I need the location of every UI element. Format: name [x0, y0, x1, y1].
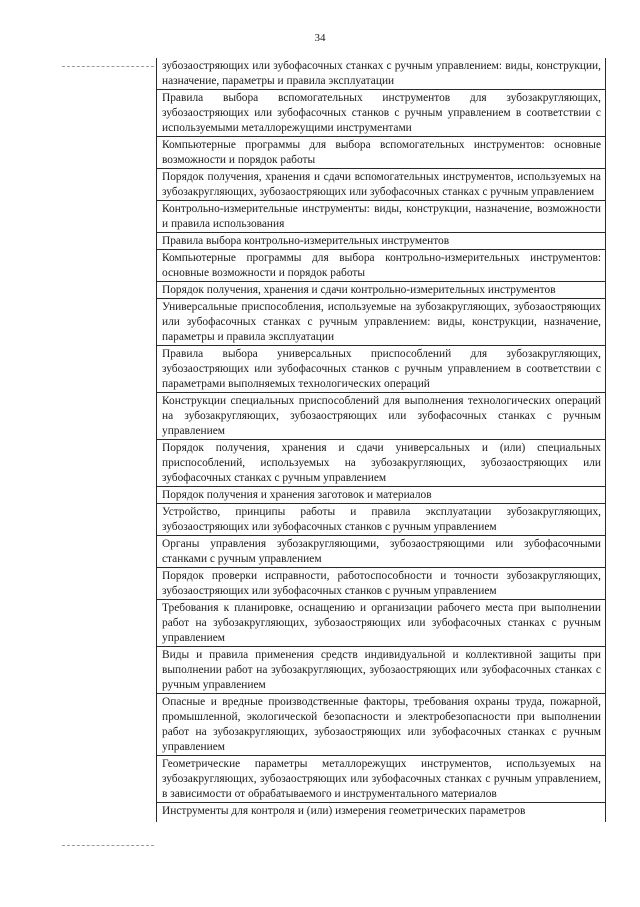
page-number: 34	[314, 32, 326, 44]
table-row: Компьютерные программы для выбора контрольно-измерительных инструментов: основные возможности и порядок работы	[157, 249, 605, 281]
requirements-table	[156, 58, 606, 822]
table-row: Геометрические параметры металлорежущих инструментов, используемых на зубозакругляющих, зубозаостряющих или зубофасочных станках с ручным управлением, в зависимости от обрабатываемого и инструментального материалов	[157, 755, 605, 802]
table-row: Правила выбора контрольно-измерительных инструментов	[157, 232, 605, 249]
table-row: Порядок получения, хранения и сдачи универсальных и (или) специальных приспособлений, используемых на зубозакругляющих, зубозаостряющих или зубофасочных станках с ручным управлением	[157, 439, 605, 486]
table-row: Компьютерные программы для выбора вспомогательных инструментов: основные возможности и порядок работы	[157, 136, 605, 168]
table-row: Устройство, принципы работы и правила эксплуатации зубозакругляющих, зубозаостряющих или зубофасочных станков с ручным управлением	[157, 503, 605, 535]
table-row: Правила выбора универсальных приспособлений для зубозакругляющих, зубозаостряющих или зубофасочных станков с ручным управлением в соответствии с параметрами выполняемых технологических операций	[157, 345, 605, 392]
left-margin-rule	[62, 66, 154, 67]
table-row: Универсальные приспособления, используемые на зубозакругляющих, зубозаостряющих или зубофасочных станках с ручным управлением: виды, конструкции, назначение, параметры и правила эксплуатации	[157, 298, 605, 345]
table-row: Порядок проверки исправности, работоспособности и точности зубозакругляющих, зубозаостряющих или зубофасочных станков с ручным управлением	[157, 567, 605, 599]
table-row: Контрольно-измерительные инструменты: виды, конструкции, назначение, возможности и правила использования	[157, 200, 605, 232]
table-row: Виды и правила применения средств индивидуальной и коллективной защиты при выполнении работ на зубозакругляющих, зубозаостряющих или зубофасочных станках с ручным управлением	[157, 646, 605, 693]
table-row: Органы управления зубозакругляющими, зубозаостряющими или зубофасочными станками с ручным управлением	[157, 535, 605, 567]
table-row: Опасные и вредные производственные факторы, требования охраны труда, пожарной, промышленной, экологической безопасности и электробезопасности при выполнении работ на зубозакругляющих, зубозаостряющих или зубофасочных станках с ручным управлением	[157, 693, 605, 755]
table-row: Правила выбора вспомогательных инструментов для зубозакругляющих, зубозаостряющих или зубофасочных станков с ручным управлением в соответствии с используемыми металлорежущими инструментами	[157, 89, 605, 136]
table-row: Порядок получения, хранения и сдачи контрольно-измерительных инструментов	[157, 281, 605, 298]
table-row: Инструменты для контроля и (или) измерения геометрических параметров	[157, 802, 605, 822]
table-row: Требования к планировке, оснащению и организации рабочего места при выполнении работ на зубозакругляющих, зубозаостряющих или зубофасочных станках с ручным управлением	[157, 599, 605, 646]
table-row: зубозаостряющих или зубофасочных станках с ручным управлением: виды, конструкции, назначение, параметры и правила эксплуатации	[162, 60, 601, 87]
left-margin-rule	[62, 845, 154, 846]
table-row: Порядок получения, хранения и сдачи вспомогательных инструментов, используемых на зубозакругляющих, зубозаостряющих или зубофасочных станках с ручным управлением	[157, 168, 605, 200]
table-row: Порядок получения и хранения заготовок и материалов	[157, 486, 605, 503]
table-row: Конструкции специальных приспособлений для выполнения технологических операций на зубозакругляющих, зубозаостряющих или зубофасочных станках с ручным управлением	[157, 392, 605, 439]
